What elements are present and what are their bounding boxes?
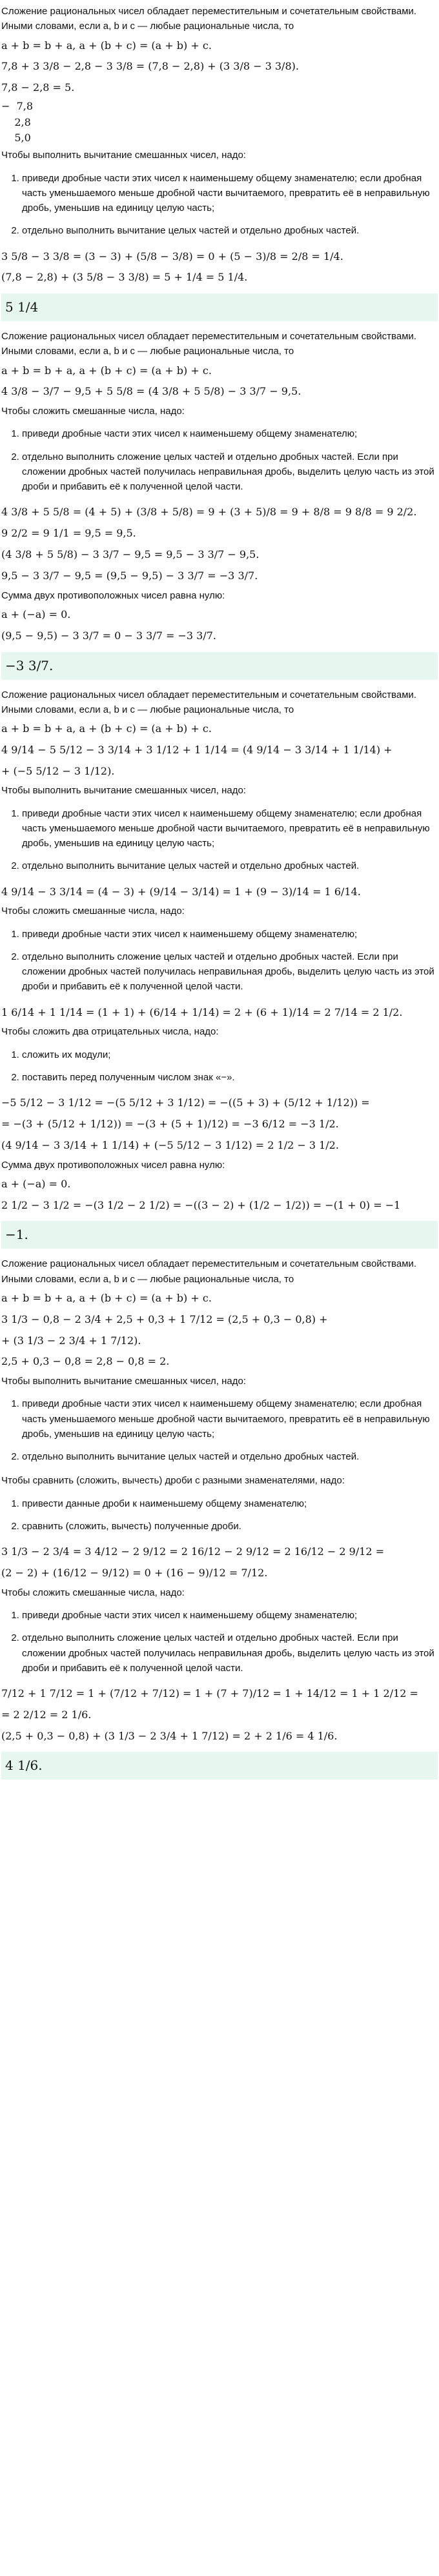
solution-section-4 (1, 1253, 438, 1779)
calc-line: 7/12 + 1 7/12 = 1 + (7/12 + 7/12) = 1 + (7 + 7)/12 = 1 + 14/12 = 1 + 1 2/12 = (1, 1687, 418, 1699)
calc-line: 3 1/3 − 0,8 − 2 3/4 + 2,5 + 0,3 + 1 7/12 = (2,5 + 0,3 − 0,8) + (1, 1313, 328, 1325)
rule-item: 2. отдельно выполнить сложение целых частей и отдельно дробных частей. Если при сложении дробных частей получилась неправильная дробь, выделить целую часть из этой дроби и прибавить её к полученной целой части. (22, 946, 438, 998)
law-formula: a + b = b + a, a + (b + c) = (a + b) + c. (1, 722, 212, 735)
rule-item: 2. отдельно выполнить сложение целых частей и отдельно дробных частей. Если при сложении дробных частей получилась неправильная дробь, выделить целую часть из этой дроби и прибавить её к полученной целой части. (22, 1627, 438, 1679)
calc-line: 4 3/8 − 3/7 − 9,5 + 5 5/8 = (4 3/8 + 5 5/8) − 3 3/7 − 9,5. (1, 385, 301, 398)
intro-text: Сложение рациональных чисел обладает переместительным и сочетательным свойствами. Иными словами, если a, b и c — любые рациональные числа, то (1, 6, 417, 32)
intro-text: Сложение рациональных чисел обладает переместительным и сочетательным свойствами. Иными словами, если a, b и c — любые рациональные числа, то (1, 1258, 417, 1285)
calc-line: −5 5/12 − 3 1/12 = −(5 5/12 + 3 1/12) = −((5 + 3) + (5/12 + 1/12)) = (1, 1096, 370, 1109)
rule-title: Чтобы сложить смешанные числа, надо: (1, 1587, 185, 1598)
calc-line: 3 1/3 − 2 3/4 = 3 4/12 − 2 9/12 = 2 16/12 − 2 9/12 = 2 16/12 − 2 9/12 = (1, 1545, 385, 1558)
calc-line: 3 5/8 − 3 3/8 = (3 − 3) + (5/8 − 3/8) = 0 + (5 − 3)/8 = 2/8 = 1/4. (1, 250, 343, 263)
rule-list (1, 1044, 438, 1089)
rule-item: 1. приведи дробные части этих чисел к наименьшему общему знаменателю; если дробная часть уменьшаемого меньше дробной части вычитаемого, превратить её в неправильную дробь, уменьшив на единицу целую часть; (22, 802, 438, 855)
rule-list (1, 1492, 438, 1538)
column-subtraction-line: 5,0 (1, 132, 31, 144)
rule-item: 1. приведи дробные части этих чисел к наименьшему общему знаменателю; (22, 422, 438, 445)
calc-line: 9 2/2 = 9 1/1 = 9,5 = 9,5. (1, 527, 136, 540)
answer-box: −1. (1, 1221, 438, 1249)
rule-list (1, 923, 438, 998)
rule-list (1, 422, 438, 498)
rule-list (1, 167, 438, 243)
rule-title: Чтобы сложить два отрицательных числа, надо: (1, 1026, 219, 1038)
rule-item: 1. приведи дробные части этих чисел к наименьшему общему знаменателю; если дробная часть уменьшаемого меньше дробной части вычитаемого, превратить её в неправильную дробь, уменьшив на единицу целую часть; (22, 1392, 438, 1445)
law-formula: a + b = b + a, a + (b + c) = (a + b) + c. (1, 364, 212, 377)
calc-line: (7,8 − 2,8) + (3 5/8 − 3 3/8) = 5 + 1/4 = 5 1/4. (1, 271, 248, 284)
calc-line: (4 9/14 − 3 3/14 + 1 1/14) + (−5 5/12 − 3 1/12) = 2 1/2 − 3 1/2. (1, 1138, 339, 1151)
rule-item: 1. приведи дробные части этих чисел к наименьшему общему знаменателю; если дробная часть уменьшаемого меньше дробной части вычитаемого, превратить её в неправильную дробь, уменьшив на единицу целую часть; (22, 167, 438, 220)
law-formula: a + b = b + a, a + (b + c) = (a + b) + c. (1, 1291, 212, 1304)
rule-item: 2. отдельно выполнить сложение целых частей и отдельно дробных частей. Если при сложении дробных частей получилась неправильная дробь, выделить целую часть из этой дроби и прибавить её к полученной целой части. (22, 446, 438, 499)
calc-line: 4 3/8 + 5 5/8 = (4 + 5) + (3/8 + 5/8) = 9 + (3 + 5)/8 = 9 + 8/8 = 9 8/8 = 9 2/2. (1, 506, 417, 519)
rule-item: 2. отдельно выполнить вычитание целых частей и отдельно дробных частей. (22, 219, 438, 242)
intro-text: Сложение рациональных чисел обладает переместительным и сочетательным свойствами. Иными словами, если a, b и c — любые рациональные числа, то (1, 689, 417, 715)
answer-box: 4 1/6. (1, 1752, 438, 1779)
answer-box: −3 3/7. (1, 652, 438, 680)
calc-line: 4 9/14 − 3 3/14 = (4 − 3) + (9/14 − 3/14) = 1 + (9 − 3)/14 = 1 6/14. (1, 885, 361, 898)
calc-line: = 2 2/12 = 2 1/6. (1, 1708, 92, 1721)
calc-line: (4 3/8 + 5 5/8) − 3 3/7 − 9,5 = 9,5 − 3 3/7 − 9,5. (1, 548, 260, 561)
rule-list (1, 1604, 438, 1679)
calc-line: = −(3 + (5/12 + 1/12)) = −(3 + (5 + 1)/12) = −3 6/12 = −3 1/2. (1, 1118, 339, 1131)
rule-title: Чтобы выполнить вычитание смешанных чисел, надо: (1, 1376, 246, 1387)
column-subtraction-line: 2,8 (1, 115, 31, 128)
rule-item: 1. приведи дробные части этих чисел к наименьшему общему знаменателю; (22, 1604, 438, 1627)
solution-section-2 (1, 325, 438, 679)
rule-list (1, 1392, 438, 1468)
rule-item: 1. привести данные дроби к наименьшему общему знаменателю; (22, 1492, 438, 1515)
rule-item: 1. сложить их модули; (22, 1044, 438, 1066)
solution-section-1 (1, 0, 438, 321)
solution-section-3 (1, 684, 438, 1249)
calc-line: 4 9/14 − 5 5/12 − 3 3/14 + 3 1/12 + 1 1/14 = (4 9/14 − 3 3/14 + 1 1/14) + (1, 743, 393, 756)
calc-line: (9,5 − 9,5) − 3 3/7 = 0 − 3 3/7 = −3 3/7. (1, 629, 216, 642)
calc-line: + (−5 5/12 − 3 1/12). (1, 764, 115, 777)
rule-title: Чтобы сложить смешанные числа, надо: (1, 406, 185, 417)
rule-item: 2. поставить перед полученным числом знак «−». (22, 1066, 438, 1089)
rule-title: Чтобы выполнить вычитание смешанных чисел, надо: (1, 150, 246, 161)
calc-line: 1 6/14 + 1 1/14 = (1 + 1) + (6/14 + 1/14) = 2 + (6 + 1)/14 = 2 7/14 = 2 1/2. (1, 1006, 403, 1018)
rule-item: 2. сравнить (сложить, вычесть) полученные дроби. (22, 1515, 438, 1538)
law-formula: a + b = b + a, a + (b + c) = (a + b) + c. (1, 39, 212, 52)
rule-title: Чтобы сложить смешанные числа, надо: (1, 906, 185, 917)
calc-line: a + (−a) = 0. (1, 1177, 71, 1190)
calc-line: + (3 1/3 − 2 3/4 + 1 7/12). (1, 1334, 141, 1347)
calc-line: a + (−a) = 0. (1, 608, 71, 620)
calc-line: 7,8 − 2,8 = 5. (1, 81, 75, 94)
note-title: Сумма двух противоположных чисел равна нулю: (1, 590, 225, 601)
calc-line: 2 1/2 − 3 1/2 = −(3 1/2 − 2 1/2) = −((3 − 2) + (1/2 − 1/2)) = −(1 + 0) = −1 (1, 1198, 401, 1211)
answer-box: 5 1/4 (1, 293, 438, 321)
calc-line: (2 − 2) + (16/12 − 9/12) = 0 + (16 − 9)/12 = 7/12. (1, 1566, 268, 1579)
rule-title: Чтобы сравнить (сложить, вычесть) дроби с разными знаменателями, надо: (1, 1475, 345, 1487)
rule-item: 1. приведи дробные части этих чисел к наименьшему общему знаменателю; (22, 923, 438, 946)
rule-item: 2. отдельно выполнить вычитание целых частей и отдельно дробных частей. (22, 855, 438, 877)
calc-line: (2,5 + 0,3 − 0,8) + (3 1/3 − 2 3/4 + 1 7/12) = 2 + 2 1/6 = 4 1/6. (1, 1729, 338, 1742)
column-subtraction-line: − 7,8 (1, 99, 34, 112)
rule-title: Чтобы выполнить вычитание смешанных чисел, надо: (1, 785, 246, 797)
rule-list (1, 802, 438, 878)
intro-text: Сложение рациональных чисел обладает переместительным и сочетательным свойствами. Иными словами, если a, b и c — любые рациональные числа, то (1, 331, 417, 357)
note-title: Сумма двух противоположных чисел равна нулю: (1, 1159, 225, 1171)
calc-line: 7,8 + 3 3/8 − 2,8 − 3 3/8 = (7,8 − 2,8) + (3 3/8 − 3 3/8). (1, 60, 299, 73)
calc-line: 2,5 + 0,3 − 0,8 = 2,8 − 0,8 = 2. (1, 1355, 170, 1368)
calc-line: 9,5 − 3 3/7 − 9,5 = (9,5 − 9,5) − 3 3/7 = −3 3/7. (1, 569, 258, 582)
rule-item: 2. отдельно выполнить вычитание целых частей и отдельно дробных частей. (22, 1445, 438, 1468)
